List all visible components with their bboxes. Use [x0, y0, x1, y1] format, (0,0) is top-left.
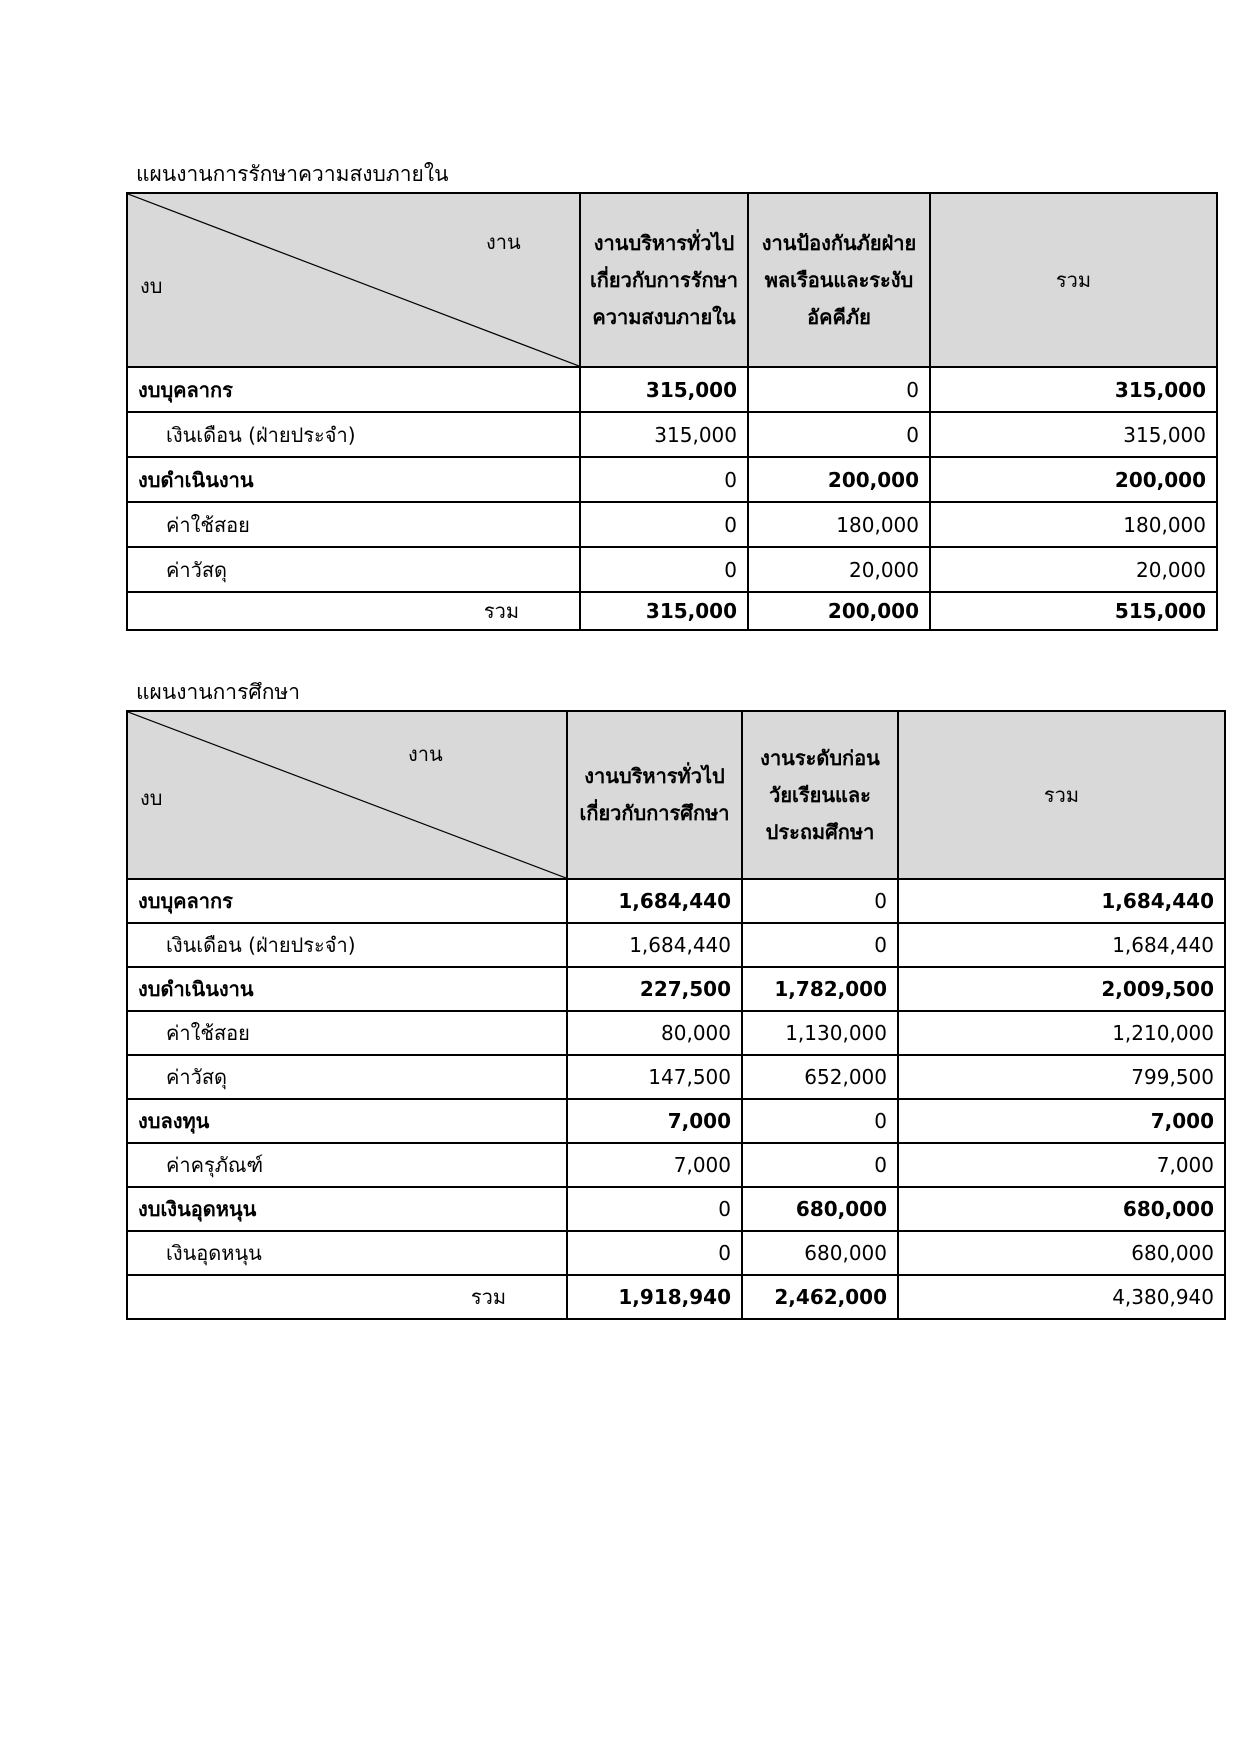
row-label: งบดำเนินงาน	[127, 457, 580, 502]
table-row	[127, 457, 1217, 502]
cell-value: 315,000	[580, 367, 748, 412]
cell-value: 0	[748, 412, 930, 457]
cell-value: 0	[748, 367, 930, 412]
cell-value: 315,000	[930, 367, 1217, 412]
cell-value: 0	[567, 1187, 742, 1231]
column-header: งานป้องกันภัยฝ่ายพลเรือนและระงับอัคคีภัย	[748, 193, 930, 367]
total-value: 200,000	[748, 592, 930, 630]
total-value: 4,380,940	[898, 1275, 1225, 1319]
total-value: 2,462,000	[742, 1275, 898, 1319]
row-label: ค่าใช้สอย	[127, 1011, 567, 1055]
cell-value: 0	[742, 923, 898, 967]
cell-value: 7,000	[567, 1099, 742, 1143]
column-header: งานระดับก่อนวัยเรียนและประถมศึกษา	[742, 711, 898, 879]
cell-value: 1,684,440	[898, 923, 1225, 967]
table-row	[127, 367, 1217, 412]
cell-value: 0	[742, 1099, 898, 1143]
table-row	[127, 1099, 1225, 1143]
corner-label-work: งาน	[408, 742, 443, 766]
cell-value: 0	[580, 502, 748, 547]
table-row	[127, 1055, 1225, 1099]
column-header-total: รวม	[898, 711, 1225, 879]
row-label: งบบุคลากร	[127, 367, 580, 412]
cell-value: 7,000	[567, 1143, 742, 1187]
row-label: ค่าวัสดุ	[127, 547, 580, 592]
cell-value: 799,500	[898, 1055, 1225, 1099]
cell-value: 1,210,000	[898, 1011, 1225, 1055]
cell-value: 180,000	[930, 502, 1217, 547]
table-total-row	[127, 1275, 1225, 1319]
row-label: งบบุคลากร	[127, 879, 567, 923]
total-label: รวม	[127, 1275, 567, 1319]
cell-value: 0	[580, 457, 748, 502]
cell-value: 2,009,500	[898, 967, 1225, 1011]
total-value: 1,918,940	[567, 1275, 742, 1319]
cell-value: 680,000	[898, 1187, 1225, 1231]
corner-label-work: งาน	[486, 230, 521, 254]
row-label: งบลงทุน	[127, 1099, 567, 1143]
cell-value: 1,130,000	[742, 1011, 898, 1055]
cell-value: 180,000	[748, 502, 930, 547]
cell-value: 0	[742, 1143, 898, 1187]
table-row	[127, 923, 1225, 967]
cell-value: 7,000	[898, 1143, 1225, 1187]
cell-value: 315,000	[580, 412, 748, 457]
row-label: ค่าวัสดุ	[127, 1055, 567, 1099]
cell-value: 20,000	[930, 547, 1217, 592]
total-value: 315,000	[580, 592, 748, 630]
cell-value: 680,000	[898, 1231, 1225, 1275]
cell-value: 20,000	[748, 547, 930, 592]
cell-value: 7,000	[898, 1099, 1225, 1143]
cell-value: 1,684,440	[567, 923, 742, 967]
section-title-education: แผนงานการศึกษา	[136, 680, 301, 704]
row-label: ค่าใช้สอย	[127, 502, 580, 547]
cell-value: 680,000	[742, 1187, 898, 1231]
table-row	[127, 1187, 1225, 1231]
cell-value: 200,000	[748, 457, 930, 502]
total-label: รวม	[127, 592, 580, 630]
column-header: งานบริหารทั่วไปเกี่ยวกับการรักษาความสงบภายใน	[580, 193, 748, 367]
column-header-total: รวม	[930, 193, 1217, 367]
budget-table-internal-security	[126, 192, 1218, 631]
table-row	[127, 967, 1225, 1011]
table-row	[127, 547, 1217, 592]
header-corner-cell	[127, 711, 567, 879]
table-row	[127, 1231, 1225, 1275]
row-label: งบดำเนินงาน	[127, 967, 567, 1011]
row-label: ค่าครุภัณฑ์	[127, 1143, 567, 1187]
cell-value: 1,684,440	[567, 879, 742, 923]
table-row	[127, 1143, 1225, 1187]
corner-label-budget: งบ	[140, 274, 163, 298]
table-row	[127, 412, 1217, 457]
cell-value: 0	[567, 1231, 742, 1275]
cell-value: 227,500	[567, 967, 742, 1011]
budget-table-education	[126, 710, 1226, 1320]
diagonal-divider	[128, 194, 579, 366]
cell-value: 315,000	[930, 412, 1217, 457]
row-label: เงินเดือน (ฝ่ายประจำ)	[127, 412, 580, 457]
row-label: เงินอุดหนุน	[127, 1231, 567, 1275]
cell-value: 147,500	[567, 1055, 742, 1099]
cell-value: 680,000	[742, 1231, 898, 1275]
row-label: งบเงินอุดหนุน	[127, 1187, 567, 1231]
cell-value: 652,000	[742, 1055, 898, 1099]
cell-value: 1,684,440	[898, 879, 1225, 923]
diagonal-divider	[128, 712, 566, 878]
section-title-internal-security: แผนงานการรักษาความสงบภายใน	[136, 162, 449, 186]
cell-value: 200,000	[930, 457, 1217, 502]
header-corner-cell	[127, 193, 580, 367]
table-row	[127, 1011, 1225, 1055]
cell-value: 0	[742, 879, 898, 923]
cell-value: 0	[580, 547, 748, 592]
row-label: เงินเดือน (ฝ่ายประจำ)	[127, 923, 567, 967]
corner-label-budget: งบ	[140, 786, 163, 810]
cell-value: 80,000	[567, 1011, 742, 1055]
table-total-row	[127, 592, 1217, 630]
table-row	[127, 879, 1225, 923]
cell-value: 1,782,000	[742, 967, 898, 1011]
column-header: งานบริหารทั่วไปเกี่ยวกับการศึกษา	[567, 711, 742, 879]
total-value: 515,000	[930, 592, 1217, 630]
table-row	[127, 502, 1217, 547]
